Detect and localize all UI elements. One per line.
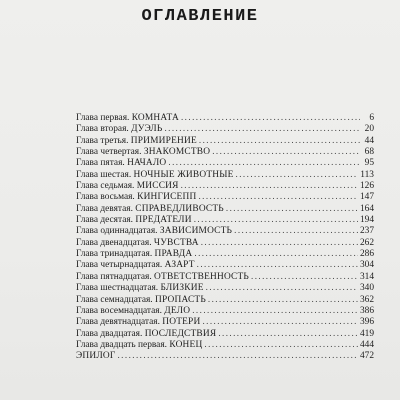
toc-entry xyxy=(76,157,374,168)
toc-entry xyxy=(76,259,374,270)
chapter-number: Глава пятнадцатая. xyxy=(76,271,152,282)
chapter-number: Глава четырнадцатая. xyxy=(76,260,163,271)
toc-entry xyxy=(76,214,374,225)
dot-leader xyxy=(236,169,359,180)
chapter-name: КОНЕЦ xyxy=(169,339,203,350)
toc-entry xyxy=(76,339,374,350)
chapter-name: ЗНАКОМСТВО xyxy=(143,147,211,158)
chapter-name: КОМНАТА xyxy=(131,113,179,123)
toc-entry xyxy=(76,328,374,339)
chapter-title xyxy=(76,329,216,340)
chapter-number: Глава двадцатая. xyxy=(76,328,143,339)
chapter-name: ЗАВИСИМОСТЬ xyxy=(159,226,233,237)
page-number: 194 xyxy=(359,215,374,226)
chapter-name: ПРАВДА xyxy=(154,249,193,260)
toc-entry xyxy=(76,180,374,191)
page-number: 126 xyxy=(359,181,374,192)
page-number: 113 xyxy=(360,169,374,180)
page-number: 164 xyxy=(359,203,374,214)
toc-entry xyxy=(76,169,374,180)
toc-entry xyxy=(76,135,374,146)
toc-entry xyxy=(76,146,374,157)
chapter-name: БЛИЗКИЕ xyxy=(160,283,204,294)
chapter-number: Глава пятая. xyxy=(76,158,125,169)
chapter-name: АЗАРТ xyxy=(164,260,195,271)
toc-entry xyxy=(76,305,374,316)
dot-leader xyxy=(194,248,358,259)
chapter-title xyxy=(76,192,196,203)
page-number: 147 xyxy=(359,192,374,203)
chapter-title xyxy=(76,249,192,260)
dot-leader xyxy=(181,112,360,123)
chapter-number: Глава четвертая. xyxy=(76,147,142,158)
toc-entry xyxy=(76,248,374,259)
dot-leader xyxy=(226,203,358,214)
toc-entry xyxy=(76,191,374,202)
page-number: 304 xyxy=(359,260,374,271)
chapter-name: СПРАВЕДЛИВОСТЬ xyxy=(135,203,224,214)
chapter-title xyxy=(76,181,179,192)
dot-leader xyxy=(198,191,358,202)
chapter-number: Глава первая. xyxy=(76,113,130,123)
chapter-number: Глава девятая. xyxy=(76,203,133,214)
chapter-title xyxy=(76,124,162,135)
chapter-name: ДЕЛО xyxy=(164,305,191,316)
dot-leader xyxy=(206,282,358,293)
chapter-name: ДУЭЛЬ xyxy=(131,124,163,135)
page-number: 44 xyxy=(364,135,374,146)
chapter-number: Глава шестнадцатая. xyxy=(76,283,159,294)
chapter-title xyxy=(76,306,190,317)
chapter-name: ПРОПАСТЬ xyxy=(155,294,206,305)
chapter-number: Глава девятнадцатая. xyxy=(76,317,160,328)
chapter-name: ПОСЛЕДСТВИЯ xyxy=(144,328,217,339)
chapter-number: Глава двадцать первая. xyxy=(76,339,168,350)
page-number: 286 xyxy=(359,249,374,260)
toc-entry xyxy=(76,350,374,361)
chapter-number: Глава восемнадцатая. xyxy=(76,305,162,316)
page-number: 314 xyxy=(359,271,374,282)
page-title: ОГЛАВЛЕНИЕ xyxy=(141,7,259,26)
dot-leader xyxy=(218,328,358,339)
toc-entry xyxy=(76,225,374,236)
chapter-name: НАЧАЛО xyxy=(127,158,167,169)
chapter-title xyxy=(76,317,200,328)
chapter-title xyxy=(76,283,204,294)
page-number: 419 xyxy=(359,328,374,339)
page-number: 472 xyxy=(359,351,374,362)
page-number: 262 xyxy=(359,237,374,248)
dot-leader xyxy=(204,339,358,350)
dot-leader xyxy=(181,180,358,191)
page-number: 396 xyxy=(359,317,374,328)
chapter-number: Глава двенадцатая. xyxy=(76,237,152,248)
dot-leader xyxy=(168,157,360,168)
dot-leader xyxy=(194,214,358,225)
chapter-name: ЭПИЛОГ xyxy=(76,351,116,362)
chapter-number: Глава вторая. xyxy=(76,124,129,135)
dot-leader xyxy=(164,123,360,134)
chapter-name: ЧУВСТВА xyxy=(153,237,199,248)
chapter-name: ПРЕДАТЕЛИ xyxy=(135,215,192,226)
chapter-name: НОЧНЫЕ ЖИВОТНЫЕ xyxy=(133,169,234,180)
chapter-number: Глава восьмая. xyxy=(76,192,135,203)
page-number: 386 xyxy=(359,305,374,316)
chapter-number: Глава одиннадцатая. xyxy=(76,226,158,237)
dot-leader xyxy=(199,135,360,146)
page-number: 362 xyxy=(359,294,374,305)
toc-entry xyxy=(76,294,374,305)
chapter-number: Глава десятая. xyxy=(76,215,134,226)
toc-entry xyxy=(76,282,374,293)
dot-leader xyxy=(192,305,358,316)
page-number: 340 xyxy=(359,283,374,294)
chapter-title xyxy=(76,215,192,226)
page-number: 68 xyxy=(364,147,374,158)
page-number: 6 xyxy=(369,113,374,123)
dot-leader xyxy=(251,271,358,282)
chapter-title xyxy=(76,295,206,306)
dot-leader xyxy=(202,316,357,327)
toc-entry xyxy=(76,123,374,134)
dot-leader xyxy=(212,146,360,157)
chapter-name: МИССИЯ xyxy=(136,181,179,192)
table-of-contents xyxy=(76,112,374,362)
chapter-name: ПОТЕРИ xyxy=(162,317,201,328)
page-number: 20 xyxy=(364,124,374,135)
chapter-name: КИНГИСЕПП xyxy=(137,192,197,203)
page-number: 237 xyxy=(359,226,374,237)
dot-leader xyxy=(208,294,358,305)
chapter-title xyxy=(76,260,195,271)
dot-leader xyxy=(117,350,357,361)
chapter-number: Глава тринадцатая. xyxy=(76,249,153,260)
toc-entry xyxy=(76,237,374,248)
page-number: 95 xyxy=(364,158,374,169)
toc-entry xyxy=(76,203,374,214)
chapter-name: ОТВЕТСТВЕННОСТЬ xyxy=(154,271,249,282)
page-number: 444 xyxy=(359,339,374,350)
chapter-number: Глава третья. xyxy=(76,135,129,146)
chapter-number: Глава шестая. xyxy=(76,169,132,180)
chapter-title xyxy=(76,136,197,147)
chapter-number: Глава седьмая. xyxy=(76,181,135,192)
dot-leader xyxy=(234,225,358,236)
toc-entry xyxy=(76,271,374,282)
chapter-title xyxy=(76,351,115,362)
dot-leader xyxy=(197,259,358,270)
dot-leader xyxy=(201,237,358,248)
chapter-title xyxy=(76,238,199,249)
toc-entry xyxy=(76,316,374,327)
toc-entry xyxy=(76,112,374,123)
chapter-number: Глава семнадцатая. xyxy=(76,294,153,305)
chapter-name: ПРИМИРЕНИЕ xyxy=(130,135,197,146)
chapter-title xyxy=(76,158,166,169)
